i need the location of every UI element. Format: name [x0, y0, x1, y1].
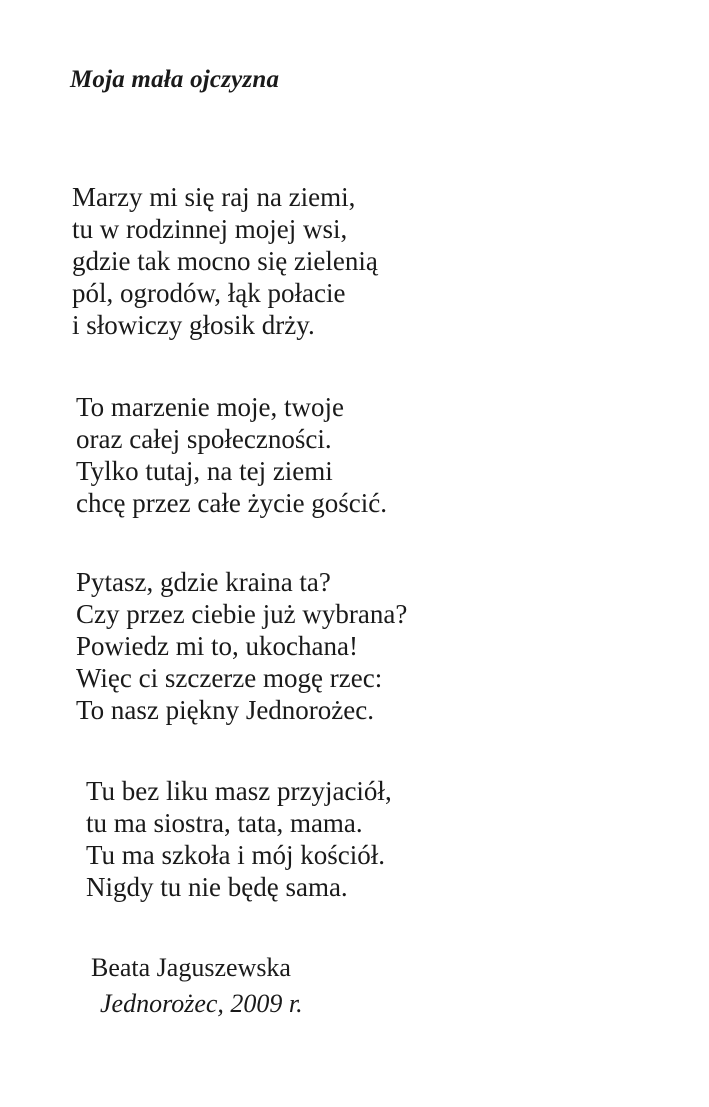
poem-line: Czy przez ciebie już wybrana? — [76, 599, 408, 629]
poem-line: pól, ogrodów, łąk połacie — [72, 278, 346, 308]
stanza-4 — [86, 775, 392, 903]
poem-line: Tu bez liku masz przyjaciół, — [86, 776, 392, 806]
poem-line: oraz całej społeczności. — [76, 424, 332, 454]
stanza-2 — [76, 391, 387, 519]
poem-line: chcę przez całe życie gościć. — [76, 488, 388, 518]
poem-line: tu ma siostra, tata, mama. — [86, 808, 363, 838]
poem-line: tu w rodzinnej mojej wsi, — [72, 214, 348, 244]
poem-line: To nasz piękny Jednorożec. — [76, 695, 375, 725]
poem-line: gdzie tak mocno się zielenią — [72, 246, 378, 276]
poem-line: Marzy mi się raj na ziemi, — [72, 182, 356, 212]
poem-line: Powiedz mi to, ukochana! — [76, 631, 358, 661]
poem-author: Beata Jaguszewska — [91, 953, 291, 982]
poem-line: i słowiczy głosik drży. — [72, 310, 315, 340]
poem-place-date: Jednorożec, 2009 r. — [100, 989, 303, 1018]
poem-line: Tylko tutaj, na tej ziemi — [76, 456, 333, 486]
stanza-3 — [76, 566, 407, 726]
stanza-1 — [72, 181, 378, 341]
poem-line: To marzenie moje, twoje — [76, 392, 345, 422]
poem-line: Nigdy tu nie będę sama. — [86, 872, 348, 902]
poem-line: Pytasz, gdzie kraina ta? — [76, 567, 331, 597]
poem-title: Moja mała ojczyzna — [70, 66, 280, 93]
poem-line: Tu ma szkoła i mój kościół. — [86, 840, 386, 870]
poem-line: Więc ci szczerze mogę rzec: — [76, 663, 383, 693]
